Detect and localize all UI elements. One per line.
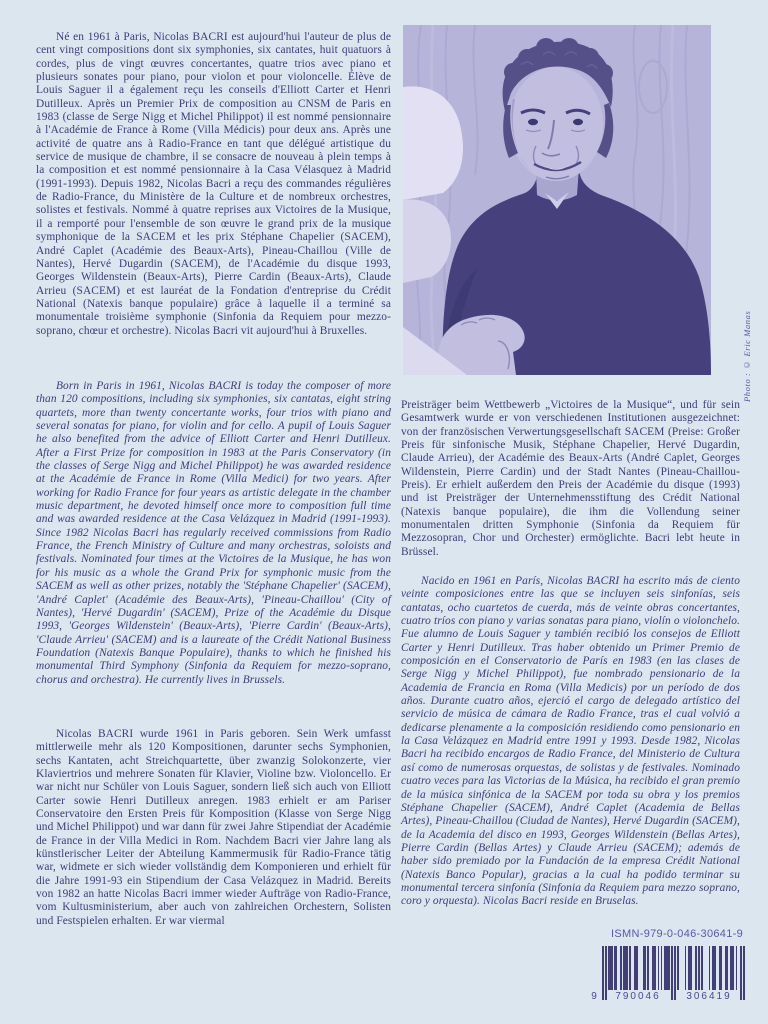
- barcode: [592, 946, 746, 1008]
- ismn-number: ISMN-979-0-046-30641-9: [611, 928, 743, 940]
- barcode-bar: [701, 946, 703, 990]
- barcode-bar: [730, 946, 735, 990]
- bio-paragraph-german-part2: Preisträger beim Wettbewerb „Victoires de la Musique“, und für sein Gesamtwerk wurde er von verschiedenen Institutionen ausgezeichnet: von der französischen Verwertungsgesellschaft SACEM (Preise: Großer Preis für sinfonische Musik, Stéphane Chapelier, Hervé Dugardin, Claude Arrieu), der Académie des Beaux-Arts (André Caplet, Georges Wildenstein, Pierre Cardin) und der Stadt Nantes (Pineau-Chaillou-Preis). Er erhielt außerdem den Preis der Académie du disque (1993) und ist Preisträger der Unternehmensstiftung des Crédit National (Natexis banque populaire), die ihm die Vollendung seiner monumentalen dritten Symphonie (Sinfonia da Requiem für Mezzosopran, Chor und Orchester) ermöglichte. Bacri lebt heute in Brüssel.: [401, 399, 740, 558]
- barcode-digits-right: 306419: [686, 991, 732, 1002]
- barcode-bar: [677, 946, 679, 990]
- barcode-bar: [614, 946, 617, 990]
- barcode-bar: [608, 946, 613, 990]
- bio-paragraph-english: Born in Paris in 1961, Nicolas BACRI is today the composer of more than 120 compositions, including six symphonies, six cantatas, eight string quartets, more than twenty concertante works, four trios with piano and several sonatas for piano, for violin and for cello. A pupil of Louis Saguer he also benefited from the advice of Elliott Carter and Henri Dutilleux. After a First Prize for composition in 1983 at the Paris Conservatory (in the classes of Serge Nigg and Michel Philippot) he was awarded residence at the Académie de France in Rome (Villa Medici) for two years. After working for Radio France for four years as artistic delegate in the chamber music department, he devoted himself once more to composition full time and was awarded residence at the Casa Velázquez in Madrid (1991-1993). Since 1982 Nicolas Bacri has regularly received commissions from Radio France, the French Ministry of Culture and many orchestras, soloists and festivals. Nominated four times at the Victoires de la Musique, he has won for his music as a whole the Grand Prix for symphonic music from the SACEM as well as other prizes, notably the 'Stéphane Chapelier' (SACEM), 'André Caplet' (Académie des Beaux-Arts), 'Pineau-Chaillou' (City of Nantes), 'Hervé Dugardin' (SACEM), Prize of the Académie du Disque 1993, 'Georges Wildenstein' (Beaux-Arts), 'Pierre Cardin' (Beaux-Arts), 'Claude Arrieu' (SACEM) and is a laureate of the Crédit National Business Foundation (Natexis Banque Populaire), thanks to which he finished his monumental Third Symphony (Sinfonia da Requiem for mezzo-soprano, chorus and orchestra). He currently lives in Brussels.: [36, 380, 391, 686]
- barcode-bar: [743, 946, 745, 1000]
- barcode-bar: [652, 946, 657, 990]
- barcode-bar: [709, 946, 711, 990]
- barcode-bar: [688, 946, 693, 990]
- barcode-bar: [671, 946, 673, 1000]
- barcode-bar: [620, 946, 622, 990]
- barcode-bar: [674, 946, 676, 1000]
- barcode-bar: [634, 946, 639, 990]
- barcode-bar: [643, 946, 646, 990]
- barcode-bar: [605, 946, 607, 1000]
- barcode-bar: [712, 946, 717, 990]
- barcode-bar: [740, 946, 742, 1000]
- photo-credit: Photo : © Eric Manas: [742, 310, 752, 402]
- barcode-bar: [664, 946, 670, 990]
- barcode-bar: [602, 946, 604, 1000]
- barcode-bar: [658, 946, 660, 990]
- barcode-bar: [736, 946, 738, 990]
- barcode-digit-first: 9: [591, 991, 599, 1002]
- barcode-digits-left: 790046: [615, 991, 661, 1002]
- bio-paragraph-spanish: Nacido en 1961 en París, Nicolas BACRI ha escrito más de ciento veinte composiciones entre las que se incluyen seis sinfonías, seis cantatas, ocho cuartetos de cuerda, más de veinte obras concertantes, cuatro tríos con piano y varias sonatas para piano, violín o violonchelo. Fue alumno de Louis Saguer y también recibió los consejos de Elliott Carter y Henri Dutilleux. Tras haber obtenido un Primer Premio de composición en el Conservatorio de París en 1983 (en las clases de Serge Nigg y Michel Philippot), fue nombrado pensionario de la Academia de Francia en Roma (Villa Medicis) por un período de dos años. Durante cuatro años, ejerció el cargo de delegado artístico del servicio de música de cámara de Radio France, tras el cual volvió a dedicarse plenamente a la composición residiendo como pensionario en la Casa Velázquez en Madrid entre 1991 y 1993. Desde 1982, Nicolas Bacri ha recibido encargos de Radio France, del Ministerio de Cultura así como de numerosas orquestas, de solistas y de festivales. Nominado cuatro veces para las Victorias de la Música, ha recibido el gran premio de la música sinfónica de la SACEM por toda su obra y los premios Stéphane Chapelier (SACEM), André Caplet (Academia de Bellas Artes), Pineau-Chaillou (Ciudad de Nantes), Hervé Dugardin (SACEM), de la Academia del disco en 1993, Georges Wildenstein (Bellas Artes), Pierre Cardin (Bellas Artes) y Claude Arrieu (SACEM); además de haber sido premiado por la Fundación de la empresa Crédit National (Natexis Banco Popular), gracias a la cual ha podido terminar su monumental tercera sinfonía (Sinfonia da Requiem para mezzo soprano, coro y orquesta). Nicolas Bacri reside en Bruselas.: [401, 575, 740, 908]
- composer-portrait-photo: [403, 25, 711, 375]
- barcode-bar: [685, 946, 687, 990]
- barcode-bar: [647, 946, 649, 990]
- composer-portrait-illustration: [403, 25, 711, 375]
- bio-paragraph-french: Né en 1961 à Paris, Nicolas BACRI est aujourd'hui l'auteur de plus de cent vingt compositions dont six symphonies, six cantates, huit quatuors à cordes, plus de vingt œuvres concertantes, quatre trios avec piano et plusieurs sonates pour piano, pour violon et pour violoncelle. Élève de Louis Saguer il a également reçu les conseils d'Elliott Carter et Henri Dutilleux. Après un Premier Prix de composition au CNSM de Paris en 1983 (classe de Serge Nigg et Michel Philippot) il est nommé pensionnaire à l'Académie de France à Rome (Villa Médicis) pour deux ans. Après une activité de quatre ans à Radio-France en tant que délégué artistique du service de musique de chambre, il se consacre de nouveau à plein temps à la composition et est nommé pensionnaire à la Casa Vélasquez à Madrid (1991-1993). Depuis 1982, Nicolas Bacri a reçu des commandes régulières de Radio-France, du Ministère de la Culture et de nombreux orchestres, solistes et festivals. Nommé à quatre reprises aux Victoires de la Musique, il a remporté pour l'ensemble de son œuvre le grand prix de la musique symphonique de la SACEM et les prix Stéphane Chapelier (SACEM), André Caplet (Académie des Beaux-Arts), Pineau-Chaillou (Ville de Nantes), Hervé Dugardin (SACEM), de l'Académie du disque 1993, Georges Wildenstein (Beaux-Arts), Pierre Cardin (Beaux-Arts), Claude Arrieu (SACEM) et est lauréat de la Fondation d'entreprise du Crédit National (Natexis banque populaire) grâce à laquelle il a terminé sa monumentale troisième symphonie (Sinfonia da Requiem pour mezzo-soprano, chœur et orchestre). Nicolas Bacri vit aujourd'hui à Bruxelles.: [36, 31, 391, 337]
- barcode-bar: [725, 946, 728, 990]
- face: [509, 67, 603, 181]
- barcode-bar: [695, 946, 697, 990]
- barcode-bar: [661, 946, 663, 990]
- barcode-bar: [629, 946, 631, 990]
- barcode-bar: [719, 946, 722, 990]
- barcode-bar: [698, 946, 700, 990]
- barcode-bar: [623, 946, 628, 990]
- bio-paragraph-german-part1: Nicolas BACRI wurde 1961 in Paris geboren. Sein Werk umfasst mittlerweile mehr als 120 Kompositionen, darunter sechs Symphonien, sechs Kantaten, acht Streichquartette, über zwanzig Solokonzerte, vier Klaviertrios und mehrere Sonaten für Klavier, Violine bzw. Violoncello. Er war nicht nur Schüler von Louis Saguer, sondern ließ sich auch von Elliott Carter sowie Henri Dutilleux anregen. 1983 erhielt er am Pariser Conservatoire den Ersten Preis für Komposition (Klasse von Serge Nigg und Michel Philippot) und war dann für zwei Jahre Stipendiat der Académie de France in der Villa Medici in Rom. Nachdem Bacri vier Jahre lang als künstlerischer Leiter der Abteilung Kammermusik für Radio-France tätig war, widmete er sich wieder vollständig dem Komponieren und erhielt für die Jahre 1991-93 ein Stipendium der Casa Velázquez in Madrid. Bereits von 1982 an hatte Nicolas Bacri immer wieder Aufträge von Radio-France, vom Kultusministerium, aber auch von zahlreichen Orchestern, Solisten und Festspielen erhalten. Er war viermal: [36, 728, 391, 927]
